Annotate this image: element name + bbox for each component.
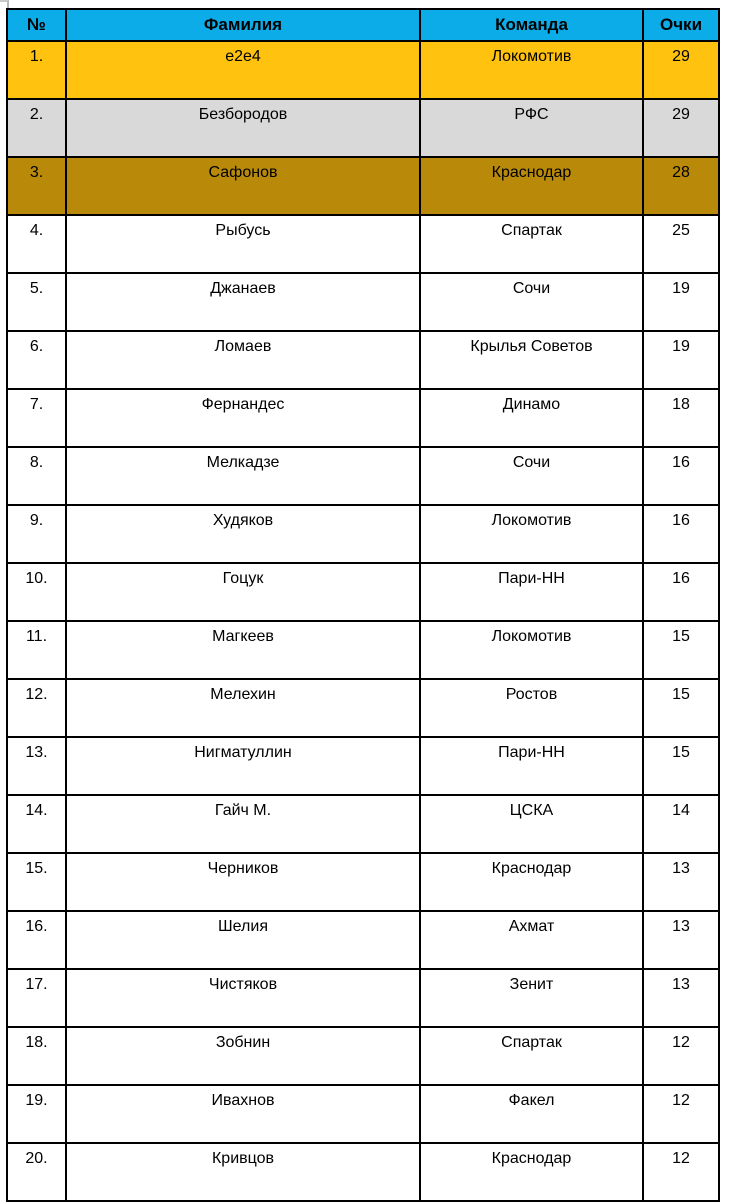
cell-team: Динамо: [420, 389, 643, 447]
table-row: [7, 41, 719, 99]
cell-points: 29: [643, 41, 719, 99]
cell-num: 12.: [7, 679, 66, 737]
cell-surname: e2e4: [66, 41, 420, 99]
cell-num: 4.: [7, 215, 66, 273]
cell-surname: Рыбусь: [66, 215, 420, 273]
cell-num: 14.: [7, 795, 66, 853]
cell-points: 13: [643, 853, 719, 911]
table-row: [7, 215, 719, 273]
cell-points: 25: [643, 215, 719, 273]
cell-points: 19: [643, 331, 719, 389]
cell-team: Краснодар: [420, 157, 643, 215]
cell-points: 15: [643, 621, 719, 679]
table-row: [7, 853, 719, 911]
table-row: [7, 99, 719, 157]
cell-team: Краснодар: [420, 853, 643, 911]
cell-points: 14: [643, 795, 719, 853]
cell-num: 2.: [7, 99, 66, 157]
table-row: [7, 679, 719, 737]
cell-surname: Мелехин: [66, 679, 420, 737]
cell-team: Зенит: [420, 969, 643, 1027]
cell-surname: Нигматуллин: [66, 737, 420, 795]
cell-num: 5.: [7, 273, 66, 331]
cell-num: 3.: [7, 157, 66, 215]
cell-num: 13.: [7, 737, 66, 795]
header-row: [7, 9, 719, 41]
cell-points: 15: [643, 737, 719, 795]
table-row: [7, 447, 719, 505]
cell-num: 7.: [7, 389, 66, 447]
cell-team: Сочи: [420, 273, 643, 331]
cell-num: 8.: [7, 447, 66, 505]
cell-points: 19: [643, 273, 719, 331]
header-cell-number: №: [7, 9, 66, 41]
cell-num: 16.: [7, 911, 66, 969]
table-row: [7, 331, 719, 389]
cell-surname: Шелия: [66, 911, 420, 969]
cell-team: Ахмат: [420, 911, 643, 969]
cell-team: Спартак: [420, 215, 643, 273]
cell-surname: Чистяков: [66, 969, 420, 1027]
cell-team: ЦСКА: [420, 795, 643, 853]
table-row: [7, 1143, 719, 1201]
cell-points: 18: [643, 389, 719, 447]
cell-num: 1.: [7, 41, 66, 99]
cell-team: Пари-НН: [420, 563, 643, 621]
table-header: [7, 9, 719, 41]
cell-num: 6.: [7, 331, 66, 389]
cell-surname: Ивахнов: [66, 1085, 420, 1143]
cell-surname: Сафонов: [66, 157, 420, 215]
cell-points: 15: [643, 679, 719, 737]
cell-points: 12: [643, 1085, 719, 1143]
cell-surname: Ломаев: [66, 331, 420, 389]
cell-num: 20.: [7, 1143, 66, 1201]
cell-team: Локомотив: [420, 621, 643, 679]
cell-surname: Гайч М.: [66, 795, 420, 853]
header-cell-team: Команда: [420, 9, 643, 41]
cell-points: 16: [643, 447, 719, 505]
cell-team: Крылья Советов: [420, 331, 643, 389]
table-row: [7, 621, 719, 679]
cell-points: 12: [643, 1027, 719, 1085]
cell-num: 19.: [7, 1085, 66, 1143]
table-row: [7, 737, 719, 795]
cell-surname: Кривцов: [66, 1143, 420, 1201]
cell-team: Ростов: [420, 679, 643, 737]
cell-points: 13: [643, 911, 719, 969]
header-cell-points: Очки: [643, 9, 719, 41]
cell-surname: Фернандес: [66, 389, 420, 447]
table-row: [7, 795, 719, 853]
header-cell-surname: Фамилия: [66, 9, 420, 41]
table-body: [7, 41, 719, 1201]
cell-surname: Джанаев: [66, 273, 420, 331]
table-row: [7, 911, 719, 969]
cell-team: Краснодар: [420, 1143, 643, 1201]
cell-surname: Черников: [66, 853, 420, 911]
table-row: [7, 273, 719, 331]
cell-points: 28: [643, 157, 719, 215]
cell-team: Спартак: [420, 1027, 643, 1085]
cell-num: 15.: [7, 853, 66, 911]
cell-team: Пари-НН: [420, 737, 643, 795]
cell-surname: Гоцук: [66, 563, 420, 621]
cell-num: 17.: [7, 969, 66, 1027]
cell-surname: Худяков: [66, 505, 420, 563]
cell-team: Факел: [420, 1085, 643, 1143]
cell-num: 11.: [7, 621, 66, 679]
cell-team: Локомотив: [420, 505, 643, 563]
cell-team: Локомотив: [420, 41, 643, 99]
cell-num: 10.: [7, 563, 66, 621]
cell-surname: Магкеев: [66, 621, 420, 679]
cell-num: 9.: [7, 505, 66, 563]
cell-points: 16: [643, 505, 719, 563]
table-row: [7, 389, 719, 447]
cell-team: Сочи: [420, 447, 643, 505]
cell-points: 12: [643, 1143, 719, 1201]
cell-surname: Безбородов: [66, 99, 420, 157]
goalkeepers-ranking-table: [6, 8, 720, 1202]
cell-team: РФС: [420, 99, 643, 157]
cell-points: 13: [643, 969, 719, 1027]
table-row: [7, 157, 719, 215]
cell-num: 18.: [7, 1027, 66, 1085]
cell-points: 16: [643, 563, 719, 621]
cell-points: 29: [643, 99, 719, 157]
cell-surname: Мелкадзе: [66, 447, 420, 505]
cell-surname: Зобнин: [66, 1027, 420, 1085]
table-row: [7, 505, 719, 563]
table-row: [7, 563, 719, 621]
table-row: [7, 969, 719, 1027]
table-row: [7, 1027, 719, 1085]
